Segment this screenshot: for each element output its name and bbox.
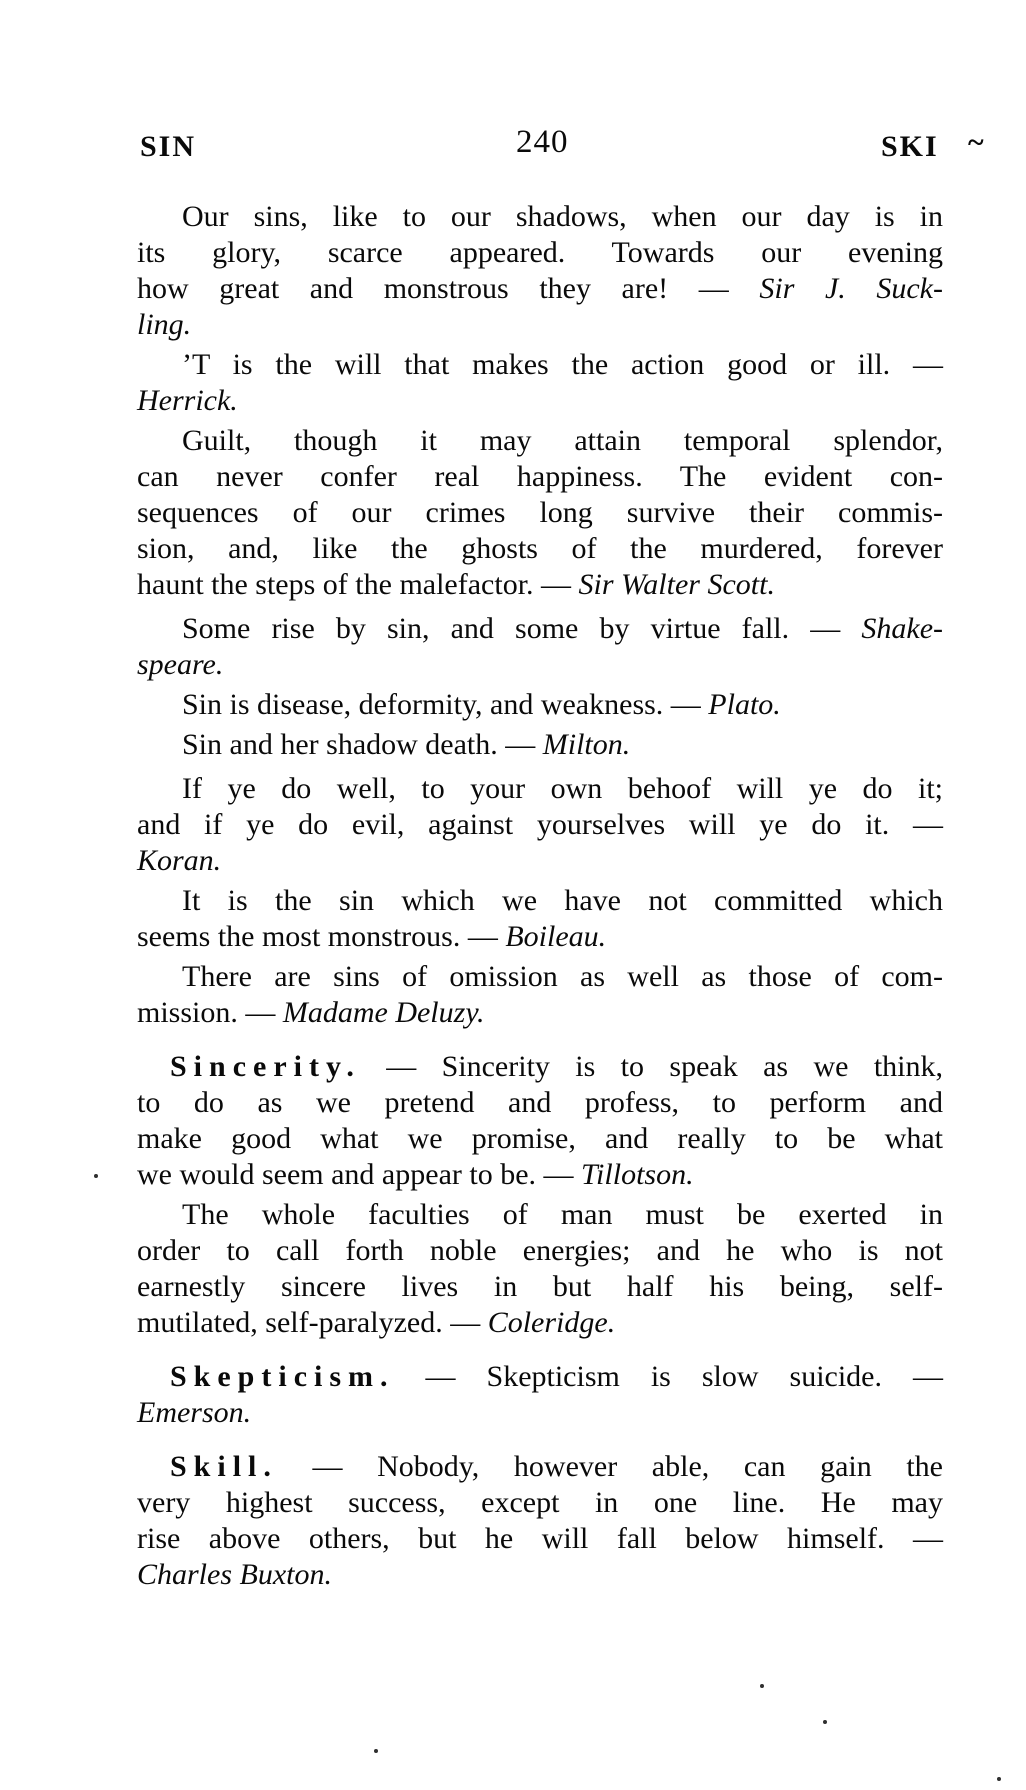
attribution-segment: Madame Deluzy. — [282, 996, 485, 1029]
section-paragraph — [137, 1049, 943, 1193]
text-segment: There are sins of omission as well as those of com- — [182, 960, 943, 993]
text-segment: earnestly sincere lives in but half his being, self- — [137, 1270, 943, 1303]
text-line — [137, 771, 943, 807]
text-segment: order to call forth noble energies; and he who is not — [137, 1234, 943, 1267]
text-segment: mission. — — [137, 996, 283, 1029]
attribution-segment: speare. — [137, 648, 224, 681]
quote-paragraph — [137, 1197, 943, 1341]
text-line — [137, 347, 943, 383]
headword: Sincerity. — [170, 1050, 361, 1083]
text-line — [137, 727, 943, 763]
quote-paragraph — [137, 199, 943, 343]
text-segment: to do as we pretend and profess, to perform and — [137, 1086, 943, 1119]
text-line — [137, 459, 943, 495]
text-line — [137, 1121, 943, 1157]
headword: Skepticism. — [170, 1360, 395, 1393]
text-segment: how great and monstrous they are! — — [137, 272, 760, 305]
text-line — [137, 919, 943, 955]
text-segment: Some rise by sin, and some by virtue fall. — — [182, 612, 862, 645]
header-tilde-mark: ~ — [968, 126, 984, 159]
text-segment: — Nobody, however able, can gain the — [277, 1450, 943, 1483]
text-line — [137, 383, 943, 419]
text-line — [137, 883, 943, 919]
scan-speck — [823, 1720, 827, 1724]
attribution-segment: Charles Buxton. — [137, 1558, 332, 1591]
scan-speck — [760, 1684, 764, 1688]
attribution-segment: Coleridge. — [487, 1306, 616, 1339]
quote-paragraph — [137, 883, 943, 955]
text-line — [137, 1521, 943, 1557]
text-line — [137, 495, 943, 531]
text-segment: sequences of our crimes long survive their commis- — [137, 496, 943, 529]
text-line — [137, 235, 943, 271]
attribution-segment: Koran. — [137, 844, 222, 877]
text-line — [137, 567, 943, 603]
text-segment: The whole faculties of man must be exerted in — [182, 1198, 943, 1231]
text-segment: rise above others, but he will fall below himself. — — [137, 1522, 943, 1555]
text-segment: very highest success, except in one line. He may — [137, 1486, 943, 1519]
quote-paragraph — [137, 347, 943, 419]
text-line — [137, 959, 943, 995]
text-segment: make good what we promise, and really to be what — [137, 1122, 943, 1155]
quote-paragraph — [137, 771, 943, 879]
text-line — [137, 1359, 943, 1395]
text-segment: can never confer real happiness. The evident con- — [137, 460, 943, 493]
text-line — [137, 531, 943, 567]
attribution-segment: Milton. — [542, 728, 631, 761]
text-segment: haunt the steps of the malefactor. — — [137, 568, 579, 601]
text-segment: It is the sin which we have not committed which — [182, 884, 943, 917]
text-segment: Guilt, though it may attain temporal splendor, — [182, 424, 943, 457]
text-line — [137, 843, 943, 879]
quote-paragraph — [137, 959, 943, 1031]
text-line — [137, 995, 943, 1031]
quote-paragraph — [137, 423, 943, 603]
text-segment: If ye do well, to your own behoof will ye do it; — [182, 772, 943, 805]
text-line — [137, 1269, 943, 1305]
text-block — [137, 199, 943, 1597]
page-number: 240 — [516, 124, 569, 160]
text-line — [137, 1305, 943, 1341]
section-paragraph — [137, 1449, 943, 1593]
text-line — [137, 1395, 943, 1431]
attribution-segment: Shake- — [861, 612, 943, 645]
attribution-segment: Sir Walter Scott. — [578, 568, 775, 601]
header-left-word: SIN — [140, 130, 197, 163]
text-segment: Sin and her shadow death. — — [182, 728, 543, 761]
text-line — [137, 1085, 943, 1121]
text-line — [137, 1557, 943, 1593]
text-line — [137, 1049, 943, 1085]
text-segment: Sin is disease, deformity, and weakness. — — [182, 688, 709, 721]
text-segment: its glory, scarce appeared. Towards our evening — [137, 236, 943, 269]
text-line — [137, 1197, 943, 1233]
text-line — [137, 1157, 943, 1193]
quote-paragraph — [137, 687, 943, 723]
text-segment: — Sincerity is to speak as we think, — [360, 1050, 943, 1083]
text-segment: seems the most monstrous. — — [137, 920, 506, 953]
scan-speck — [374, 1749, 378, 1753]
attribution-segment: Emerson. — [137, 1396, 252, 1429]
quote-paragraph — [137, 611, 943, 683]
text-line — [137, 1485, 943, 1521]
text-line — [137, 307, 943, 343]
header-right-word: SKI — [881, 130, 939, 163]
text-line — [137, 611, 943, 647]
scan-speck — [94, 1174, 98, 1178]
text-line — [137, 807, 943, 843]
attribution-segment: Sir J. Suck- — [759, 272, 943, 305]
text-segment: sion, and, like the ghosts of the murdered, forever — [137, 532, 943, 565]
text-line — [137, 687, 943, 723]
text-segment: mutilated, self-paralyzed. — — [137, 1306, 488, 1339]
scan-speck — [997, 1777, 1001, 1781]
attribution-segment: Herrick. — [137, 384, 238, 417]
attribution-segment: Plato. — [708, 688, 781, 721]
text-segment: ’T is the will that makes the action good or ill. — — [182, 348, 943, 381]
text-line — [137, 271, 943, 307]
text-segment: — Skepticism is slow suicide. — — [394, 1360, 943, 1393]
text-segment: Our sins, like to our shadows, when our day is in — [182, 200, 943, 233]
text-line — [137, 1233, 943, 1269]
text-segment: we would seem and appear to be. — — [137, 1158, 582, 1191]
quote-paragraph — [137, 727, 943, 763]
text-line — [137, 199, 943, 235]
headword: Skill. — [170, 1450, 278, 1483]
text-segment: and if ye do evil, against yourselves will ye do it. — — [137, 808, 943, 841]
attribution-segment: Tillotson. — [581, 1158, 694, 1191]
attribution-segment: Boileau. — [505, 920, 607, 953]
text-line — [137, 1449, 943, 1485]
attribution-segment: ling. — [137, 308, 192, 341]
text-line — [137, 423, 943, 459]
text-line — [137, 647, 943, 683]
section-paragraph — [137, 1359, 943, 1431]
